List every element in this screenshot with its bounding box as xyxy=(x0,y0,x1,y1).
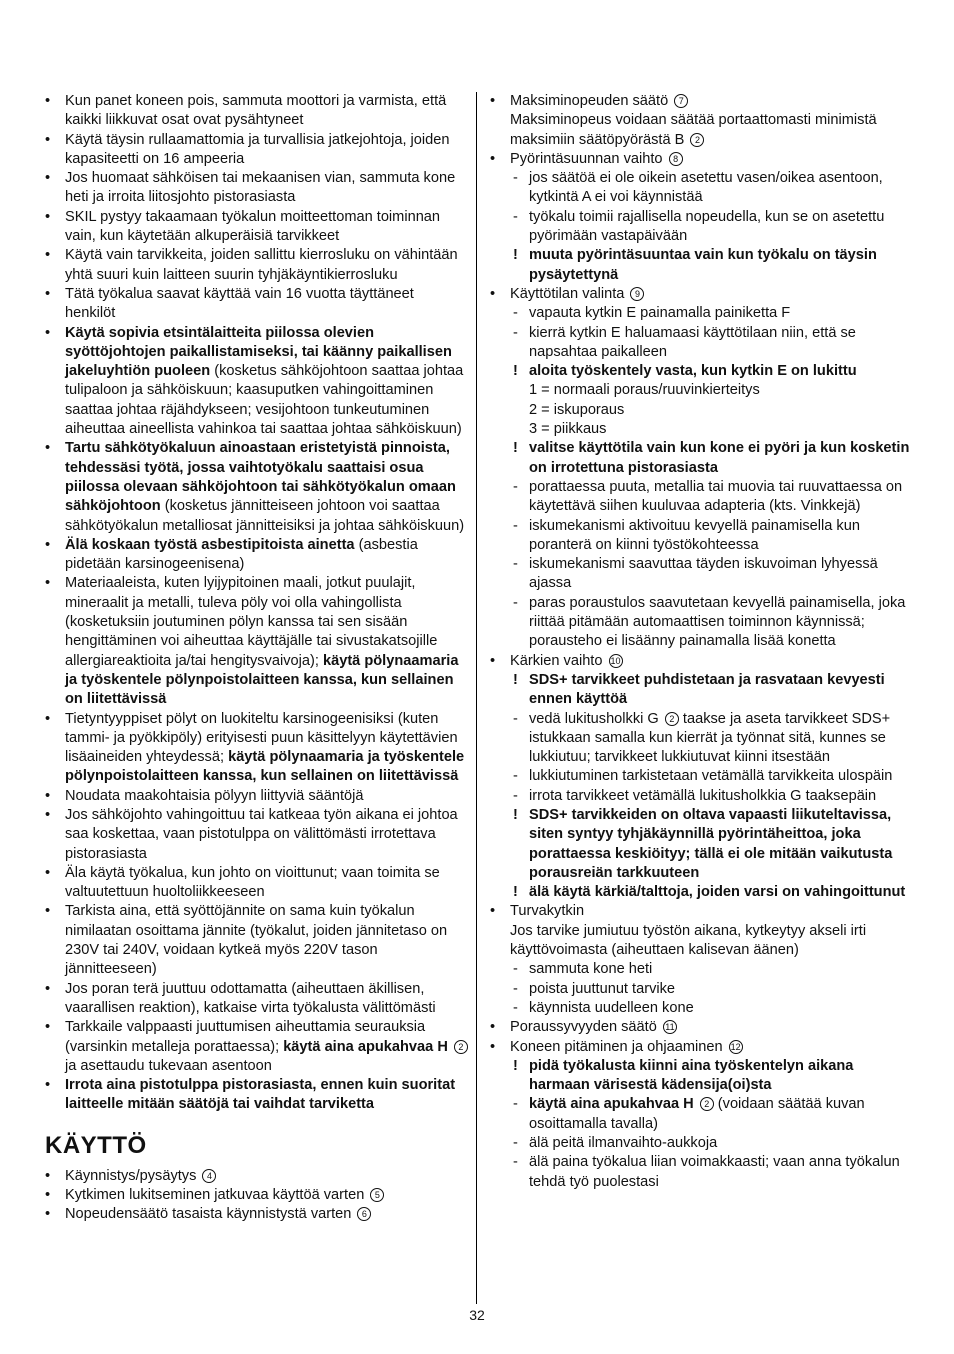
right-column xyxy=(489,92,914,1192)
sub-item xyxy=(510,999,914,1018)
item-text: sammuta kone heti xyxy=(529,961,653,978)
list-item-text xyxy=(65,710,468,787)
figure-ref-number: 6 xyxy=(357,1207,371,1221)
figure-ref-number: 4 xyxy=(202,1169,216,1183)
bold-text: käytä pölynaamaria ja työskentele pölynpoistolaitteen kanssa, kun sellainen on liitettävissä xyxy=(65,652,459,708)
item-text: lukkiutuminen tarkistetaan vetämällä tarvikkeita ulospäin xyxy=(529,768,893,785)
list-item-text xyxy=(65,787,468,806)
bold-text: käytä aina apukahvaa H xyxy=(529,1096,694,1113)
warning-line xyxy=(510,883,914,902)
list-item-text xyxy=(65,536,468,575)
note-line xyxy=(510,381,914,400)
figure-ref-number: 2 xyxy=(665,712,679,726)
item-text: 1 = normaali poraus/ruuvinkierteitys xyxy=(529,382,760,399)
list-item-text xyxy=(65,208,468,247)
sub-item xyxy=(510,169,914,208)
list-item-text xyxy=(65,1186,468,1205)
list-item xyxy=(44,806,468,864)
bold-text: käytä pölynaamaria ja työskentele pölynpoistolaitteen kanssa, kun sellainen on liitettävissä xyxy=(65,749,465,785)
item-text: Tarkkaile valppaasti juuttumisen aiheuttamia seurauksia (varsinkin metalleja porattaessa); xyxy=(65,1019,426,1055)
bold-text: Käytä sopivia etsintälaitteita piilossa olevien syöttöjohtojen paikallistamiseksi, tai käänny paikallisen jakeluyhtiön puoleen xyxy=(65,324,452,380)
bold-text: Älä koskaan työstä asbestipitoista ainetta xyxy=(65,536,355,553)
list-item xyxy=(489,92,914,150)
figure-ref-number: 2 xyxy=(700,1097,714,1111)
sub-list xyxy=(510,111,914,150)
list-item xyxy=(44,324,468,440)
bold-text: Tartu sähkötyökaluun ainoastaan eristetyistä pinnoista, tehdessäsi työtä, jossa vaihtotyökalu saattaisi osua piilossa olevaan sähköjohtoon tai sähkötyökalun omaan sähköjohtoon xyxy=(65,440,456,515)
kaytto-list xyxy=(44,1167,468,1225)
item-text: Jos poran terä juuttuu odottamatta (aiheuttaen äkillisen, vaarallisen reaktion), katkaise virta työkalusta välittömästi xyxy=(65,980,436,1016)
figure-ref-number: 8 xyxy=(669,152,683,166)
list-item-text xyxy=(510,92,914,111)
list-item xyxy=(489,902,914,1018)
sub-item xyxy=(510,710,914,768)
bold-text: älä käytä kärkiä/talttoja, joiden varsi on vahingoittunut xyxy=(529,884,906,901)
item-text: (kosketus jännitteiseen johtoon voi saattaa sähkötyökalun metalliosat jännitteisiksi ja johtaa sähköiskuun) xyxy=(65,498,465,534)
sub-list xyxy=(510,1057,914,1192)
figure-ref-number: 2 xyxy=(690,133,704,147)
item-text: Pyörintäsuunnan vaihto xyxy=(510,150,663,167)
item-text: Jos huomaat sähköisen tai mekaanisen vian, sammuta kone heti ja irroita liitosjohto pistorasiasta xyxy=(65,170,456,206)
figure-ref-number: 7 xyxy=(674,94,688,108)
item-text: Tietyntyyppiset pölyt on luokiteltu karsinogeenisiksi (kuten tammi- ja pyökkipöly) erityisesti puun käsittelyyn käytettävien lisäaineiden yhteydessä; xyxy=(65,710,458,766)
sub-list xyxy=(510,304,914,651)
list-item xyxy=(44,1167,468,1186)
item-text: (kosketus sähköjohtoon saattaa johtaa tulipaloon ja sähköiskuun; kaasuputken vahingoittaminen saattaa johtaa räjähdykseen; vesijohtoon tunkeutuminen aiheuttaa aineellista vahinkoa tai saattaa johtaa sähköiskuun) xyxy=(65,363,464,438)
list-item-text xyxy=(65,1167,468,1186)
sub-item xyxy=(510,555,914,594)
list-item-text xyxy=(65,131,468,170)
list-item-text xyxy=(65,980,468,1019)
sub-list xyxy=(510,169,914,285)
list-item xyxy=(44,787,468,806)
list-item-text xyxy=(510,1038,914,1057)
safety-list xyxy=(44,92,468,1115)
bold-text: käytä aina apukahvaa H xyxy=(283,1038,448,1055)
note-line xyxy=(510,111,914,150)
list-item-text xyxy=(65,92,468,131)
list-item xyxy=(44,285,468,324)
item-text: Materiaaleista, kuten lyijypitoinen maali, jotkut puulajit, mineraalit ja metalli, tuleva pöly voi olla vahingollista (kosketuksiin joutuminen pölyn kanssa tai sen sisään hengittäminen voi aiheuttaa käyttäjälle tai sivustakatsojille allergiareaktioita ja/tai hengitysvaivoja); xyxy=(65,575,438,669)
list-item-text xyxy=(65,1205,468,1224)
list-item xyxy=(44,1076,468,1115)
page-number: 32 xyxy=(469,1307,485,1323)
bold-text: pidä työkalusta kiinni aina työskentelyn aikana harmaan värisestä kädensija(oi)sta xyxy=(529,1057,854,1094)
item-text: vapauta kytkin E painamalla painiketta F xyxy=(529,305,791,322)
note-line xyxy=(510,922,914,961)
list-item-text xyxy=(510,652,914,671)
item-text: Koneen pitäminen ja ohjaaminen xyxy=(510,1038,723,1055)
item-text: älä peitä ilmanvaihto-aukkoja xyxy=(529,1135,718,1152)
sub-item xyxy=(510,594,914,652)
item-text: Maksiminopeuden säätö xyxy=(510,93,669,109)
warning-line xyxy=(510,806,914,883)
sub-item xyxy=(510,478,914,517)
list-item-text xyxy=(65,574,468,709)
warning-line xyxy=(510,246,914,285)
list-item xyxy=(44,1186,468,1205)
item-text: Käytä täysin rullaamattomia ja turvallisia jatkejohtoja, joiden kapasiteetti on 16 ampeeria xyxy=(65,131,450,167)
list-item-text xyxy=(510,902,914,921)
warning-line xyxy=(510,362,914,381)
sub-item xyxy=(510,767,914,786)
bold-text: SDS+ tarvikkeiden on oltava vapaasti liikuteltavissa, siten syntyy tyhjäkäynnillä pyörintäheittoa, joka porattaessa keskiöityy; tällä ei ole mitään vaikutusta porausreiän tarkkuuteen xyxy=(529,806,893,881)
item-text: irrota tarvikkeet vetämällä lukitusholkkia G taaksepäin xyxy=(529,787,877,804)
list-item-text xyxy=(510,150,914,169)
item-text: SKIL pystyy takaamaan työkalun moitteettoman toiminnan vain, kun käytetään alkuperäisiä tarvikkeet xyxy=(65,208,441,245)
list-item xyxy=(44,92,468,131)
list-item-text xyxy=(510,285,914,304)
item-text: Nopeudensäätö tasaista käynnistystä varten xyxy=(65,1206,352,1223)
warning-line xyxy=(510,671,914,710)
item-text: 3 = piikkaus xyxy=(529,421,607,438)
item-text: Tarkista aina, että syöttöjännite on sama kuin työkalun nimilaatan osoittama jännite (työkalut, joiden jännitetaso on 230V tai 240V, voidaan kytkeä myös 220V tason jännitteeseen) xyxy=(65,903,448,978)
item-text: työkalu toimii rajallisella nopeudella, kun se on asetettu pyörimään vastapäivään xyxy=(529,208,885,245)
item-text: käynnista uudelleen kone xyxy=(529,999,694,1016)
list-item-text xyxy=(65,285,468,324)
sub-item xyxy=(510,517,914,556)
list-item xyxy=(44,902,468,979)
sub-item xyxy=(510,1095,914,1134)
list-item-text xyxy=(65,246,468,285)
bold-text: SDS+ tarvikkeet puhdistetaan ja rasvataan kevyesti ennen käyttöä xyxy=(529,671,885,708)
item-text: vedä lukitusholkki G xyxy=(529,710,659,727)
item-text: Tätä työkalua saavat käyttää vain 16 vuotta täyttäneet henkilöt xyxy=(65,285,414,322)
left-column xyxy=(44,92,468,1225)
sub-item xyxy=(510,208,914,247)
item-text: Kun panet koneen pois, sammuta moottori ja varmista, että kaikki liikkuvat osat ovat pysähtyneet xyxy=(65,93,447,129)
item-text: iskumekanismi saavuttaa täyden iskuvoiman lyhyessä ajassa xyxy=(529,556,878,592)
item-text: Jos sähköjohto vahingoittuu tai katkeaa työn aikana ei johtoa saa koskettaa, vaan pistotulppa on välittömästi irrotettava pistorasiasta xyxy=(65,806,458,862)
list-item-text xyxy=(65,864,468,903)
list-item xyxy=(44,1018,468,1076)
item-text: porattaessa puuta, metallia tai muovia tai ruuvattaessa on käytettävä siihen kuuluvaa adapteria (kts. Vinkkejä) xyxy=(529,478,903,515)
item-text: Kytkimen lukitseminen jatkuvaa käyttöä varten xyxy=(65,1187,365,1204)
note-line xyxy=(510,401,914,420)
warning-line xyxy=(510,439,914,478)
bold-text: Irrota aina pistotulppa pistorasiasta, ennen kuin suoritat laitteelle mitään säätöjä tai vaihdat tarviketta xyxy=(65,1077,456,1113)
operation-list xyxy=(489,92,914,1192)
item-text: paras poraustulos saavutetaan kevyellä painamisella, joka riittää pitämään automaattisen toiminnon käynnissä; porausteho ei lisäänny painamalla lisää konetta xyxy=(529,594,906,650)
figure-ref-number: 9 xyxy=(630,287,644,301)
item-text: Maksiminopeus voidaan säätää portaattomasti minimistä maksimiin säätöpyörästä B xyxy=(510,112,877,148)
sub-list xyxy=(510,671,914,903)
list-item xyxy=(44,864,468,903)
list-item-text xyxy=(65,1018,468,1076)
item-text: iskumekanismi aktivoituu kevyellä painamisella kun poranterä on kiinni työstökohteessa xyxy=(529,517,860,553)
list-item xyxy=(44,439,468,535)
list-item xyxy=(44,1205,468,1224)
sub-item xyxy=(510,1134,914,1153)
list-item xyxy=(44,208,468,247)
item-text: kierrä kytkin E haluamaasi käyttötilaan niin, että se napsahtaa paikalleen xyxy=(529,324,856,360)
column-divider xyxy=(476,92,477,1304)
list-item-text xyxy=(65,1076,468,1115)
sub-item xyxy=(510,324,914,363)
note-line xyxy=(510,420,914,439)
item-text: ja asettaudu tukevaan asentoon xyxy=(65,1057,272,1074)
item-text: 2 = iskuporaus xyxy=(529,401,625,418)
item-text: Käynnistys/pysäytys xyxy=(65,1167,197,1184)
figure-ref-number: 12 xyxy=(730,1041,741,1052)
sub-list xyxy=(510,922,914,1018)
sub-item xyxy=(510,787,914,806)
list-item-text xyxy=(65,324,468,440)
item-text: jos säätöä ei ole oikein asetettu vasen/oikea asentoon, kytkintä A ei voi käynnistää xyxy=(529,170,883,206)
item-text: älä paina työkalua liian voimakkaasti; vaan anna työkalun tehdä työ puolestasi xyxy=(529,1154,900,1190)
item-text: Äla käytä työkalua, kun johto on vioittunut; vaan toimita se valtuutettuun huoltoliikkeeseen xyxy=(65,864,440,901)
list-item xyxy=(489,1038,914,1192)
list-item-text xyxy=(65,169,468,208)
list-item-text xyxy=(65,902,468,979)
figure-ref-number: 5 xyxy=(370,1188,384,1202)
sub-item xyxy=(510,304,914,323)
figure-ref-number: 11 xyxy=(663,1020,677,1034)
item-text: Käytä vain tarvikkeita, joiden sallittu kierrosluku on vähintään yhtä suuri kuin laitteen suurin tyhjäkäyntikierrosluku xyxy=(65,247,458,283)
list-item xyxy=(44,536,468,575)
item-text: poista juuttunut tarvike xyxy=(529,980,676,997)
sub-item xyxy=(510,1153,914,1192)
bold-text: valitse käyttötila vain kun kone ei pyöri ja kun kosketin on irrotettuna pistorasiasta xyxy=(529,440,910,476)
list-item xyxy=(489,150,914,285)
bold-text: muuta pyörintäsuuntaa vain kun työkalu on täysin pysäytettynä xyxy=(529,247,877,283)
bold-text: aloita työskentely vasta, kun kytkin E on lukittu xyxy=(529,363,857,380)
sub-item xyxy=(510,980,914,999)
item-text: taakse ja aseta tarvikkeet SDS+ istukkaan samalla kun kierrät ja työnnat sitä, kunnes se lukkiutuu; tarvikkeet lukkiutuvat kiinni itsestään xyxy=(529,710,891,766)
list-item xyxy=(44,246,468,285)
item-text: Poraussyvyyden säätö xyxy=(510,1019,657,1036)
list-item xyxy=(44,131,468,170)
list-item-text xyxy=(510,1018,914,1037)
list-item-text xyxy=(65,806,468,864)
figure-ref-number: 10 xyxy=(610,655,621,666)
warning-line xyxy=(510,1057,914,1096)
figure-ref-number: 2 xyxy=(454,1040,468,1054)
item-text: Noudata maakohtaisia pölyyn liittyviä sääntöjä xyxy=(65,787,364,804)
list-item xyxy=(489,1018,914,1037)
item-text: Jos tarvike jumiutuu työstön aikana, kytkeytyy akseli irti käyttövoimasta (aiheuttaen kalisevan äänen) xyxy=(510,922,867,959)
item-text: Turvakytkin xyxy=(510,903,585,920)
section-heading-kaytto: KÄYTTÖ xyxy=(45,1131,147,1159)
item-text: (asbestia pidetään karsinogeenisena) xyxy=(65,536,418,573)
item-text: Käyttötilan valinta xyxy=(510,285,625,302)
item-text: (voidaan säätää kuvan osoittamalla tavalla) xyxy=(529,1096,865,1132)
list-item xyxy=(44,169,468,208)
list-item xyxy=(489,652,914,903)
sub-item xyxy=(510,960,914,979)
item-text: Kärkien vaihto xyxy=(510,652,603,669)
list-item xyxy=(44,980,468,1019)
list-item-text xyxy=(65,439,468,535)
list-item xyxy=(489,285,914,652)
list-item xyxy=(44,710,468,787)
list-item xyxy=(44,574,468,709)
